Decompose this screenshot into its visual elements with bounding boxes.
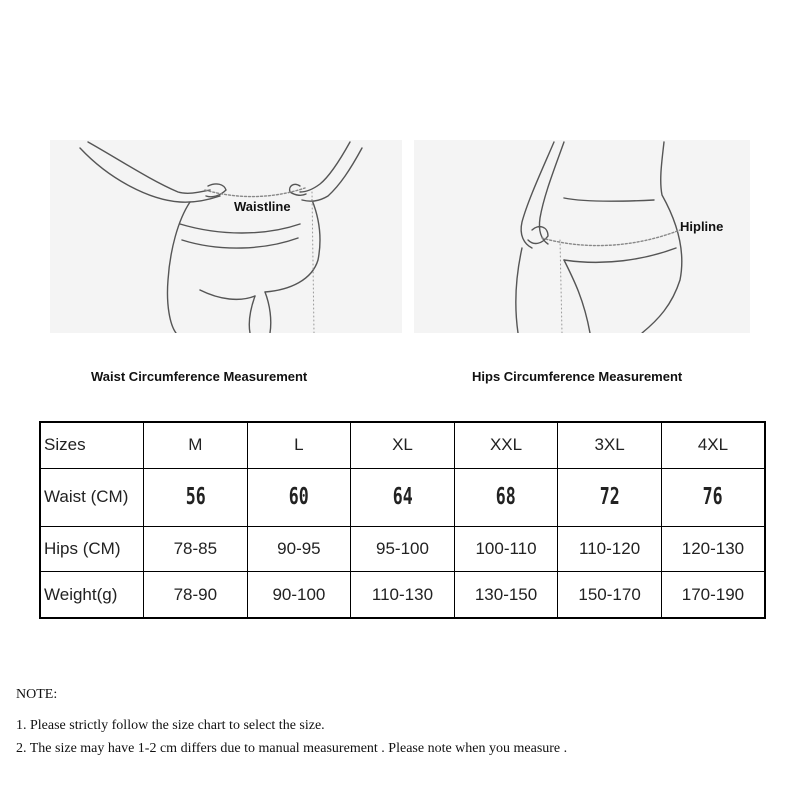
note-title: NOTE: (16, 687, 58, 702)
hips-figure-drawing (414, 140, 750, 333)
note-line-1: 1. Please strictly follow the size chart to select the size. (16, 718, 325, 733)
waist-figure-drawing (50, 140, 402, 333)
hips-measurement-illustration (414, 140, 750, 333)
size-header-cell: 3XL (558, 422, 662, 468)
waist-value-cell: 76 (676, 468, 751, 526)
weight-row-label: Weight(g) (40, 572, 144, 618)
weight-value-cell: 78-90 (144, 572, 248, 618)
waistline-label: Waistline (234, 199, 291, 214)
hips-row-label: Hips (CM) (40, 526, 144, 571)
hips-value-cell: 78-85 (144, 526, 248, 571)
hips-row (40, 526, 765, 571)
waist-value-cell: 72 (572, 468, 647, 526)
weight-value-cell: 150-170 (558, 572, 662, 618)
waist-measurement-illustration (50, 140, 402, 333)
weight-value-cell: 90-100 (247, 572, 351, 618)
hipline-label: Hipline (680, 219, 724, 234)
waist-value-cell: 56 (158, 468, 233, 526)
hips-value-cell: 90-95 (247, 526, 351, 571)
note-line-2: 2. The size may have 1-2 cm differs due to manual measurement . Please note when you measure . (16, 741, 568, 756)
waist-value-cell: 68 (469, 468, 544, 526)
hips-value-cell: 95-100 (351, 526, 455, 571)
weight-row (40, 572, 765, 618)
size-header-cell: M (144, 422, 248, 468)
waist-measurement-caption: Waist Circumference Measurement (91, 369, 308, 384)
hips-value-cell: 100-110 (454, 526, 558, 571)
size-header-cell: XL (351, 422, 455, 468)
weight-value-cell: 110-130 (351, 572, 455, 618)
table-header-row (40, 422, 765, 468)
waist-value-cell: 60 (262, 468, 337, 526)
hips-measurement-caption: Hips Circumference Measurement (472, 369, 683, 384)
hips-value-cell: 120-130 (661, 526, 765, 571)
size-header-cell: XXL (454, 422, 558, 468)
waist-row (40, 468, 765, 526)
size-header-cell: 4XL (661, 422, 765, 468)
waist-value-cell: 64 (365, 468, 440, 526)
weight-value-cell: 170-190 (661, 572, 765, 618)
weight-value-cell: 130-150 (454, 572, 558, 618)
sizes-header-cell: Sizes (40, 422, 144, 468)
hips-value-cell: 110-120 (558, 526, 662, 571)
waist-row-label: Waist (CM) (40, 468, 144, 526)
size-header-cell: L (247, 422, 351, 468)
size-chart-table (39, 421, 766, 619)
